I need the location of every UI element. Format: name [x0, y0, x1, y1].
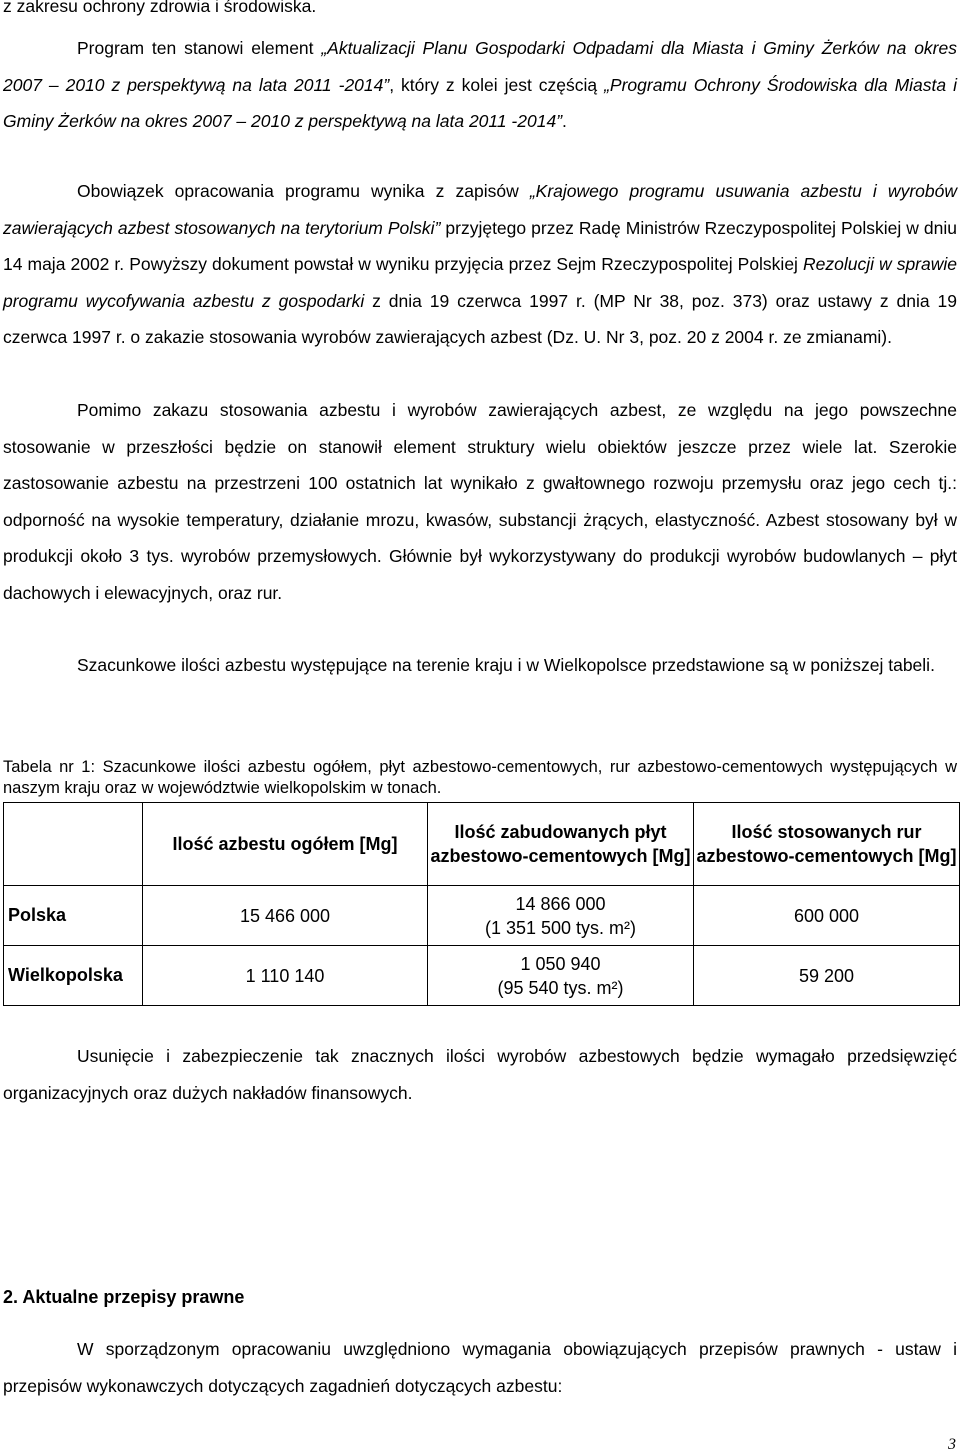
paragraph-estimates-intro: Szacunkowe ilości azbestu występujące na terenie kraju i w Wielkopolsce przedstawione są w poniższej tabeli.: [77, 655, 935, 675]
para1-italic-b: „Programu Ochrony Środowiska dla Miasta i Gminy Żerków na okres 2007 – 2010 z perspektywą na lata 2011 -2014”: [3, 74, 957, 131]
paragraph-removal: Usunięcie i zabezpieczenie tak znacznych ilości wyrobów azbestowych będzie wymagało przedsięwzięć organizacyjnych oraz dużych nakładów finansowych.: [3, 1046, 957, 1103]
cell-total: 15 466 000: [143, 886, 428, 946]
cell-plates: [428, 946, 694, 1006]
table-row: [4, 946, 960, 1006]
table-header-empty: [4, 803, 143, 886]
cell-total: 1 110 140: [143, 946, 428, 1006]
para1-italic-a: „Aktualizacji Planu Gospodarki Odpadami dla Miasta i Gminy Żerków na okres 2007 – 2010 z perspektywą na lata 2011 -2014”: [3, 38, 957, 95]
table-caption: Tabela nr 1: Szacunkowe ilości azbestu ogółem, płyt azbestowo-cementowych, rur azbestowo-cementowych występujących w naszym kraju oraz w województwie wielkopolskim w tonach.: [3, 758, 957, 797]
para1-text-b: , który z kolei jest częścią: [389, 74, 605, 95]
page-number: 3: [948, 1436, 956, 1453]
para1-text-a: Program ten stanowi element: [77, 38, 322, 58]
cell-plates-area: (1 351 500 tys. m²): [484, 917, 637, 938]
para2-text-b: przyjętego przez Radę Ministrów Rzeczypospolitej Polskiej w dniu 14 maja 2002 r. Powyższy dokument powstał w wyniku przyjęcia przez Sejm Rzeczypospolitej Polskiej: [3, 217, 957, 274]
asbestos-table: [3, 802, 960, 1006]
para2-italic-a: „Krajowego programu usuwania azbestu i wyrobów zawierających azbest stosowanych na terytorium Polski”: [3, 181, 957, 238]
cell-pipes: 600 000: [694, 886, 960, 946]
para2-text-a: Obowiązek opracowania programu wynika z zapisów: [77, 181, 530, 201]
table-row: [4, 886, 960, 946]
cell-plates-mass: 1 050 940: [520, 953, 601, 974]
paragraph-regulations: W sporządzonym opracowaniu uwzględniono wymagania obowiązujących przepisów prawnych - ustaw i przepisów wykonawczych dotyczących zagadnień dotyczących azbestu:: [3, 1339, 957, 1396]
row-label: Polska: [4, 886, 143, 946]
table-header-row: [4, 803, 960, 886]
cell-pipes: 59 200: [694, 946, 960, 1006]
paragraph-asbestus-usage: Pomimo zakazu stosowania azbestu i wyrobów zawierających azbest, ze względu na jego powszechne stosowanie w przeszłości będzie on stanowił element struktury wielu obiektów jeszcze przez wiele lat. Szerokie zastosowanie azbestu na przestrzeni 100 ostatnich lat wynikało z gwałtownego rozwoju przemysłu oraz jego cech tj.: odporność na wysokie temperatury, działanie mrozu, kwasów, substancji żrących, elastyczność. Azbest stosowany był w produkcji około 3 tys. wyrobów przemysłowych. Głównie był wykorzystywany do produkcji wyrobów budowlanych – płyt dachowych i elewacyjnych, oraz rur.: [3, 400, 957, 603]
table-header-total: Ilość azbestu ogółem [Mg]: [143, 803, 428, 886]
paragraph-continuation: z zakresu ochrony zdrowia i środowiska.: [3, 0, 317, 16]
cell-plates: [428, 886, 694, 946]
cell-plates-mass: 14 866 000: [515, 893, 606, 914]
paragraph-program-element: [3, 30, 957, 140]
table-header-pipes: Ilość stosowanych rur azbestowo-cementowych [Mg]: [694, 803, 960, 886]
para2-italic-b: Rezolucji w sprawie programu wycofywania azbestu z gospodarki: [3, 254, 957, 311]
row-label: Wielkopolska: [4, 946, 143, 1006]
section-heading: 2. Aktualne przepisy prawne: [3, 1287, 245, 1307]
para1-text-c: .: [562, 111, 567, 131]
table-header-plates: Ilość zabudowanych płyt azbestowo-cementowych [Mg]: [428, 803, 694, 886]
para2-text-c: z dnia 19 czerwca 1997 r. (MP Nr 38, poz. 373) oraz ustawy z dnia 19 czerwca 1997 r. o zakazie stosowania wyrobów zawierających azbest (Dz. U. Nr 3, poz. 20 z 2004 r. ze zmianami).: [3, 290, 957, 347]
paragraph-obligation: [3, 173, 957, 356]
cell-plates-area: (95 540 tys. m²): [497, 977, 624, 998]
